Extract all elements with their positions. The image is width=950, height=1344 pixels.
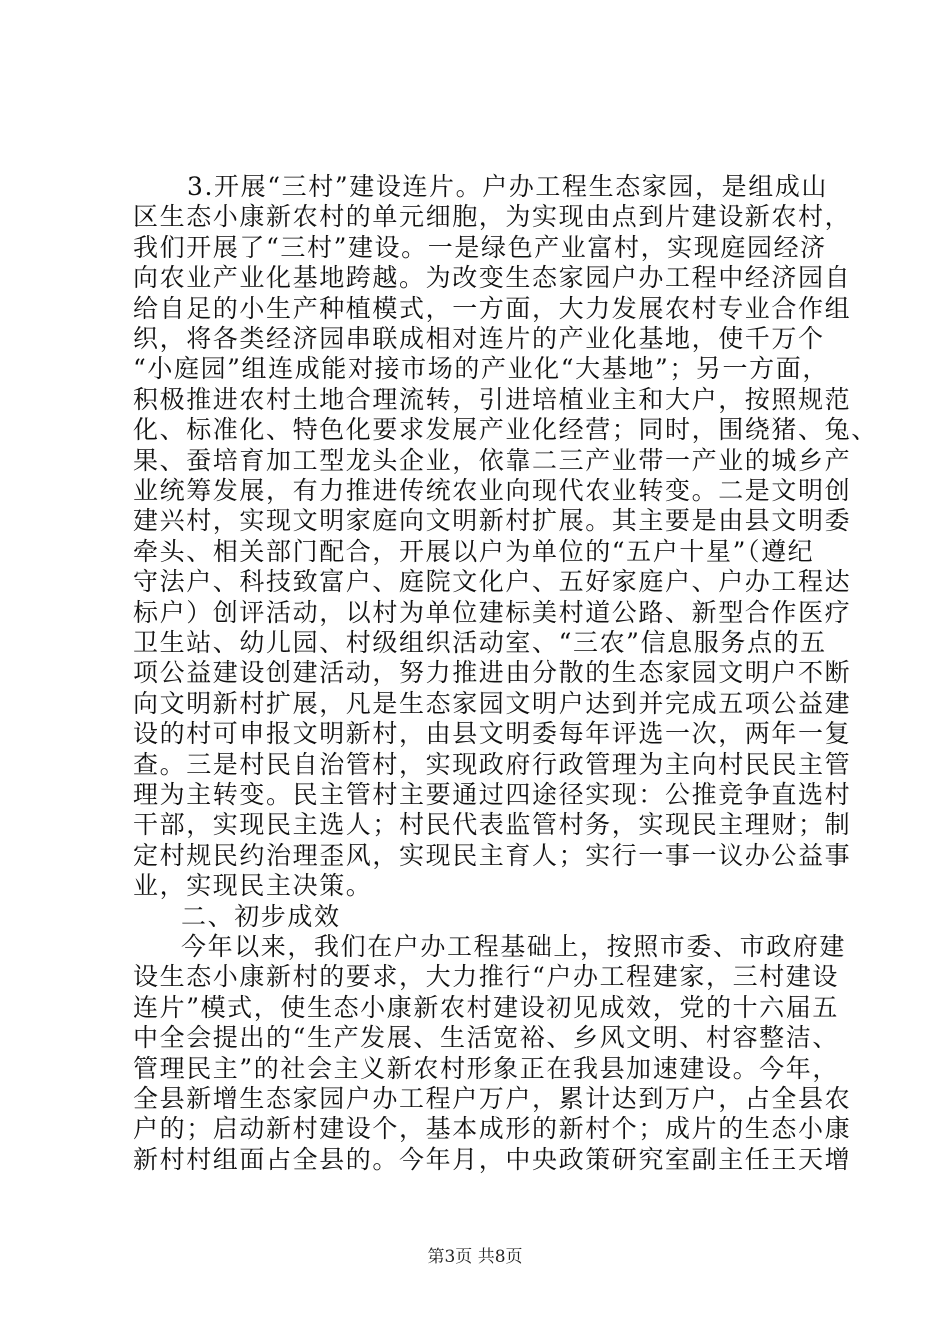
text-line: 守法户、科技致富户、庭院文化户、五好家庭户、户办工程达 <box>133 567 852 597</box>
text-line: 向农业产业化基地跨越。为改变生态家园户办工程中经济园自 <box>133 263 852 293</box>
text-line: 3.开展“三村”建设连片。户办工程生态家园，是组成山 <box>187 172 829 201</box>
text-line: 织，将各类经济园串联成相对连片的产业化基地，使千万个 <box>133 324 825 353</box>
text-line: 我们开展了“三村”建设。一是绿色产业富村，实现庭园经济 <box>133 232 827 262</box>
text-line: 给自足的小生产种植模式，一方面，大力发展农村专业合作组 <box>133 293 852 323</box>
page-number: 第3页 共8页 <box>427 1247 523 1267</box>
text-line: 向文明新村扩展，凡是生态家园文明户达到并完成五项公益建 <box>133 688 852 718</box>
text-line: 化、标准化、特色化要求发展产业化经营；同时，围绕猪、兔、 <box>133 415 878 445</box>
text-line: 区生态小康新农村的单元细胞，为实现由点到片建设新农村， <box>133 202 852 232</box>
text-line: 卫生站、幼儿园、村级组织活动室、“三农”信息服务点的五 <box>133 628 827 657</box>
text-line: 全县新增生态家园户办工程户万户，累计达到万户，占全县农 <box>133 1084 852 1113</box>
text-line: 新村村组面占全县的。今年月，中央政策研究室副主任王天增 <box>133 1144 852 1174</box>
page-footer <box>0 1246 950 1268</box>
text-line: 今年以来，我们在户办工程基础上，按照市委、市政府建 <box>181 932 847 961</box>
text-line: 设的村可申报文明新村，由县文明委每年评选一次，两年一复 <box>133 719 852 749</box>
text-line: 建兴村，实现文明家庭向文明新村扩展。其主要是由县文明委 <box>133 506 852 536</box>
text-line: 查。三是村民自治管村，实现政府行政管理为主向村民民主管 <box>133 749 852 779</box>
text-line: 设生态小康新村的要求，大力推行“户办工程建家，三村建设 <box>133 962 839 992</box>
text-line: “小庭园”组连成能对接市场的产业化“大基地”；另一方面， <box>133 354 829 384</box>
text-line: 户的；启动新村建设个，基本成形的新村个；成片的生态小康 <box>133 1114 852 1144</box>
text-line: 定村规民约治理歪风，实现民主育人；实行一事一议办公益事 <box>133 840 852 870</box>
text-line: 业，实现民主决策。 <box>133 871 373 901</box>
text-line: 牵头、相关部门配合，开展以户为单位的“五户十星”（遵纪 <box>133 536 815 566</box>
text-line: 果、蚕培育加工型龙头企业，依靠二三产业带一产业的城乡产 <box>133 445 852 475</box>
text-line: 积极推进农村土地合理流转，引进培植业主和大户，按照规范 <box>133 384 852 414</box>
text-line: 理为主转变。民主管村主要通过四途径实现：公推竞争直选村 <box>133 780 852 809</box>
text-line: 中全会提出的“生产发展、生活宽裕、乡风文明、村容整洁、 <box>133 1023 839 1053</box>
text-line: 项公益建设创建活动，努力推进由分散的生态家园文明户不断 <box>133 658 852 688</box>
section-heading: 二、初步成效 <box>181 901 341 931</box>
text-line: 干部，实现民主选人；村民代表监管村务，实现民主理财；制 <box>133 810 852 840</box>
text-line: 管理民主”的社会主义新农村形象正在我县加速建设。今年， <box>133 1053 839 1083</box>
text-line: 标户）创评活动，以村为单位建标美村道公路、新型合作医疗 <box>133 597 852 627</box>
text-line: 连片”模式，使生态小康新农村建设初见成效，党的十六届五 <box>133 992 839 1022</box>
text-line: 业统筹发展，有力推进传统农业向现代农业转变。二是文明创 <box>133 476 852 505</box>
